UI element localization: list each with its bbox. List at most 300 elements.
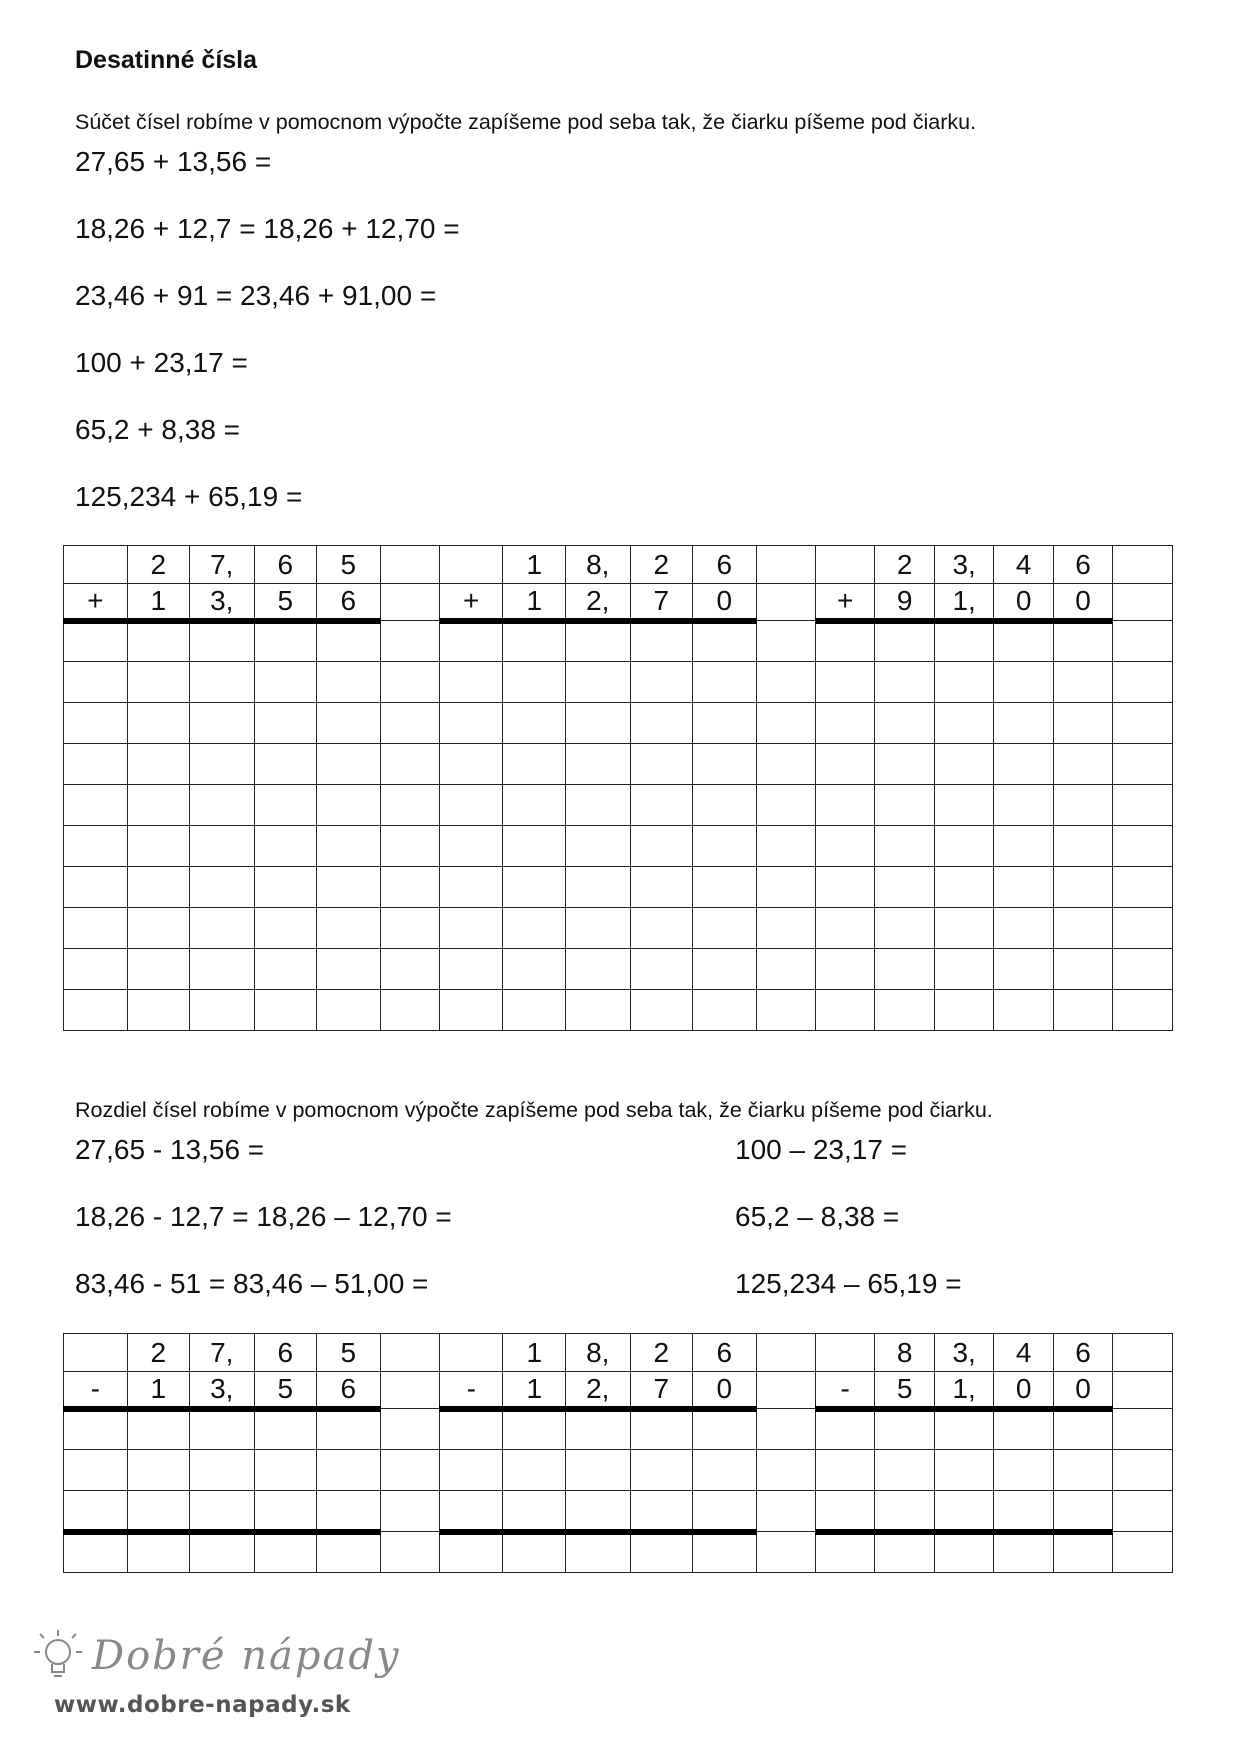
grid-cell: 2, (565, 1372, 630, 1409)
grid-cell[interactable] (254, 1450, 317, 1491)
grid-cell[interactable] (1113, 826, 1173, 867)
grid-cell[interactable] (934, 1409, 993, 1450)
grid-cell[interactable] (254, 826, 317, 867)
grid-cell[interactable] (756, 867, 815, 908)
grid-cell[interactable] (439, 908, 503, 949)
grid-cell[interactable] (254, 949, 317, 990)
grid-cell[interactable] (1113, 1532, 1173, 1573)
grid-cell[interactable] (503, 744, 566, 785)
grid-cell[interactable] (565, 1409, 630, 1450)
grid-cell[interactable] (317, 1532, 381, 1573)
grid-cell[interactable] (693, 826, 757, 867)
grid-cell[interactable] (565, 744, 630, 785)
grid-cell[interactable] (1053, 990, 1112, 1031)
grid-cell[interactable] (1053, 867, 1112, 908)
grid-cell[interactable] (439, 785, 503, 826)
grid-cell[interactable] (693, 1532, 757, 1573)
grid-row (64, 546, 1173, 584)
grid-cell[interactable] (756, 1491, 815, 1532)
grid-cell[interactable] (64, 949, 128, 990)
grid-cell[interactable] (630, 1409, 693, 1450)
grid-cell[interactable] (994, 1450, 1053, 1491)
grid-cell[interactable] (64, 785, 128, 826)
grid-cell[interactable] (127, 826, 190, 867)
grid-cell[interactable] (1053, 1450, 1112, 1491)
grid-cell[interactable] (317, 826, 381, 867)
grid-cell[interactable] (630, 621, 693, 662)
subtraction-equation: 83,46 - 51 = 83,46 – 51,00 = (75, 1268, 429, 1299)
grid-cell[interactable] (756, 1532, 815, 1573)
grid-cell[interactable] (1113, 1409, 1173, 1450)
grid-cell[interactable] (693, 621, 757, 662)
grid-cell[interactable] (380, 1491, 439, 1532)
grid-cell[interactable] (127, 949, 190, 990)
grid-cell[interactable] (380, 990, 439, 1031)
grid-cell: 2 (875, 546, 934, 584)
grid-cell[interactable] (190, 908, 255, 949)
grid-cell: + (64, 584, 128, 621)
grid-row (64, 826, 1173, 867)
grid-cell[interactable] (1113, 744, 1173, 785)
grid-cell[interactable] (190, 990, 255, 1031)
grid-cell[interactable] (127, 1409, 190, 1450)
grid-row (64, 908, 1173, 949)
grid-cell[interactable] (190, 1491, 255, 1532)
grid-cell[interactable] (815, 785, 874, 826)
grid-cell[interactable] (1113, 1491, 1173, 1532)
grid-cell[interactable] (994, 826, 1053, 867)
grid-cell[interactable] (254, 785, 317, 826)
grid-cell[interactable] (503, 867, 566, 908)
grid-cell[interactable] (190, 785, 255, 826)
grid-cell[interactable] (127, 1532, 190, 1573)
grid-cell[interactable] (875, 867, 934, 908)
grid-cell[interactable] (994, 1409, 1053, 1450)
grid-cell: 3, (934, 1334, 993, 1372)
grid-cell[interactable] (439, 1409, 503, 1450)
grid-row (64, 949, 1173, 990)
grid-cell[interactable] (565, 908, 630, 949)
grid-cell (1113, 1372, 1173, 1409)
grid-cell[interactable] (875, 949, 934, 990)
grid-cell[interactable] (439, 703, 503, 744)
grid-cell[interactable] (693, 949, 757, 990)
grid-row (64, 867, 1173, 908)
grid-cell[interactable] (1053, 1409, 1112, 1450)
grid-cell[interactable] (190, 703, 255, 744)
subtraction-grid (63, 1333, 1173, 1573)
grid-cell[interactable] (317, 785, 381, 826)
grid-cell[interactable] (127, 703, 190, 744)
grid-cell[interactable] (190, 1532, 255, 1573)
grid-cell[interactable] (190, 826, 255, 867)
grid-cell[interactable] (693, 867, 757, 908)
grid-cell[interactable] (190, 1409, 255, 1450)
grid-cell[interactable] (1113, 703, 1173, 744)
grid-cell[interactable] (994, 662, 1053, 703)
grid-cell (380, 1334, 439, 1372)
grid-cell[interactable] (756, 621, 815, 662)
grid-cell[interactable] (317, 744, 381, 785)
grid-cell[interactable] (875, 1491, 934, 1532)
grid-cell[interactable] (254, 908, 317, 949)
grid-cell[interactable] (439, 990, 503, 1031)
grid-cell: 6 (693, 1334, 757, 1372)
grid-cell[interactable] (380, 908, 439, 949)
grid-cell[interactable] (875, 785, 934, 826)
subtraction-equation: 18,26 - 12,7 = 18,26 – 12,70 = (75, 1201, 452, 1232)
grid-cell[interactable] (317, 867, 381, 908)
grid-cell[interactable] (565, 990, 630, 1031)
grid-cell[interactable] (1053, 826, 1112, 867)
grid-cell[interactable] (127, 785, 190, 826)
grid-cell[interactable] (1053, 744, 1112, 785)
grid-cell[interactable] (815, 949, 874, 990)
grid-cell[interactable] (439, 1532, 503, 1573)
grid-cell[interactable] (875, 744, 934, 785)
grid-row (64, 1491, 1173, 1532)
grid-cell[interactable] (756, 1409, 815, 1450)
grid-cell[interactable] (565, 949, 630, 990)
grid-cell[interactable] (1113, 990, 1173, 1031)
grid-cell: 5 (254, 584, 317, 621)
grid-cell[interactable] (380, 867, 439, 908)
grid-cell[interactable] (994, 621, 1053, 662)
grid-cell[interactable] (994, 1532, 1053, 1573)
footer-url: www.dobre-napady.sk (54, 1692, 351, 1718)
grid-cell[interactable] (756, 826, 815, 867)
grid-cell[interactable] (64, 1532, 128, 1573)
grid-cell[interactable] (693, 990, 757, 1031)
grid-cell[interactable] (503, 908, 566, 949)
grid-cell[interactable] (317, 703, 381, 744)
grid-cell: 1, (934, 584, 993, 621)
grid-cell[interactable] (630, 826, 693, 867)
grid-cell: 5 (254, 1372, 317, 1409)
grid-cell[interactable] (934, 744, 993, 785)
grid-cell[interactable] (630, 1491, 693, 1532)
grid-cell[interactable] (756, 703, 815, 744)
grid-cell: 5 (875, 1372, 934, 1409)
grid-cell[interactable] (565, 826, 630, 867)
grid-cell[interactable] (565, 621, 630, 662)
grid-cell[interactable] (317, 621, 381, 662)
grid-cell[interactable] (380, 1409, 439, 1450)
addition-instruction: Súčet čísel robíme v pomocnom výpočte zapíšeme pod seba tak, že čiarku píšeme pod čiarku. (75, 110, 977, 134)
grid-cell[interactable] (815, 867, 874, 908)
grid-cell[interactable] (815, 744, 874, 785)
grid-cell[interactable] (380, 1532, 439, 1573)
grid-cell[interactable] (1053, 1491, 1112, 1532)
grid-cell[interactable] (503, 703, 566, 744)
grid-cell[interactable] (693, 744, 757, 785)
grid-cell[interactable] (875, 826, 934, 867)
grid-cell[interactable] (815, 1450, 874, 1491)
grid-cell[interactable] (64, 703, 128, 744)
grid-cell: 7, (190, 546, 255, 584)
grid-cell[interactable] (1113, 908, 1173, 949)
grid-cell[interactable] (1113, 867, 1173, 908)
grid-cell[interactable] (630, 744, 693, 785)
grid-cell[interactable] (380, 826, 439, 867)
grid-cell[interactable] (630, 867, 693, 908)
grid-cell[interactable] (127, 908, 190, 949)
grid-cell[interactable] (994, 990, 1053, 1031)
grid-cell[interactable] (503, 990, 566, 1031)
grid-cell[interactable] (64, 1491, 128, 1532)
grid-cell[interactable] (503, 1450, 566, 1491)
grid-cell[interactable] (875, 703, 934, 744)
grid-cell[interactable] (693, 908, 757, 949)
grid-cell[interactable] (875, 1532, 934, 1573)
grid-cell[interactable] (815, 621, 874, 662)
grid-cell[interactable] (815, 1532, 874, 1573)
grid-cell[interactable] (934, 1491, 993, 1532)
grid-cell: 1 (503, 1372, 566, 1409)
grid-cell[interactable] (190, 662, 255, 703)
grid-cell[interactable] (934, 826, 993, 867)
grid-cell[interactable] (934, 908, 993, 949)
grid-cell[interactable] (380, 703, 439, 744)
grid-cell[interactable] (630, 908, 693, 949)
grid-cell[interactable] (934, 621, 993, 662)
grid-cell: 6 (254, 546, 317, 584)
grid-cell[interactable] (994, 703, 1053, 744)
grid-cell[interactable] (934, 662, 993, 703)
grid-cell[interactable] (693, 785, 757, 826)
grid-cell[interactable] (994, 949, 1053, 990)
grid-cell[interactable] (756, 785, 815, 826)
grid-cell[interactable] (127, 621, 190, 662)
grid-cell[interactable] (565, 1532, 630, 1573)
grid-cell: 0 (994, 1372, 1053, 1409)
grid-cell[interactable] (380, 1450, 439, 1491)
grid-cell[interactable] (317, 990, 381, 1031)
grid-cell: - (64, 1372, 128, 1409)
grid-cell[interactable] (503, 826, 566, 867)
grid-cell[interactable] (994, 744, 1053, 785)
grid-cell[interactable] (64, 867, 128, 908)
grid-cell[interactable] (815, 1409, 874, 1450)
subtraction-equation: 27,65 - 13,56 = (75, 1134, 265, 1165)
addition-equation: 100 + 23,17 = (75, 347, 248, 378)
grid-cell[interactable] (565, 1491, 630, 1532)
grid-cell[interactable] (630, 785, 693, 826)
grid-cell[interactable] (994, 1491, 1053, 1532)
grid-cell[interactable] (439, 662, 503, 703)
grid-cell[interactable] (64, 1409, 128, 1450)
grid-cell[interactable] (127, 1491, 190, 1532)
grid-cell[interactable] (439, 949, 503, 990)
grid-cell[interactable] (875, 621, 934, 662)
grid-cell[interactable] (380, 744, 439, 785)
grid-cell (815, 546, 874, 584)
grid-cell[interactable] (64, 1450, 128, 1491)
grid-cell[interactable] (994, 908, 1053, 949)
grid-cell: 0 (693, 584, 757, 621)
grid-cell: 5 (317, 1334, 381, 1372)
grid-row (64, 744, 1173, 785)
grid-cell (380, 546, 439, 584)
grid-cell[interactable] (439, 621, 503, 662)
grid-cell[interactable] (875, 1450, 934, 1491)
grid-cell[interactable] (756, 662, 815, 703)
grid-cell[interactable] (1113, 785, 1173, 826)
grid-cell[interactable] (875, 908, 934, 949)
grid-cell[interactable] (503, 785, 566, 826)
grid-row (64, 1532, 1173, 1573)
grid-cell (815, 1334, 874, 1372)
grid-cell[interactable] (934, 990, 993, 1031)
grid-cell[interactable] (756, 744, 815, 785)
grid-cell[interactable] (439, 744, 503, 785)
grid-cell[interactable] (380, 785, 439, 826)
grid-cell[interactable] (190, 1450, 255, 1491)
grid-cell[interactable] (190, 744, 255, 785)
grid-cell: 7 (630, 584, 693, 621)
grid-cell[interactable] (630, 703, 693, 744)
grid-cell: 5 (317, 546, 381, 584)
grid-cell[interactable] (693, 1491, 757, 1532)
grid-cell[interactable] (503, 949, 566, 990)
grid-cell[interactable] (693, 662, 757, 703)
grid-cell[interactable] (317, 1491, 381, 1532)
grid-cell[interactable] (934, 1532, 993, 1573)
grid-cell[interactable] (934, 785, 993, 826)
grid-cell[interactable] (503, 621, 566, 662)
grid-cell[interactable] (503, 662, 566, 703)
grid-cell[interactable] (994, 785, 1053, 826)
grid-cell (380, 584, 439, 621)
grid-cell[interactable] (380, 662, 439, 703)
grid-cell[interactable] (756, 908, 815, 949)
grid-cell[interactable] (815, 1491, 874, 1532)
grid-cell[interactable] (875, 1409, 934, 1450)
grid-cell[interactable] (254, 621, 317, 662)
grid-cell[interactable] (1053, 949, 1112, 990)
grid-cell[interactable] (190, 621, 255, 662)
grid-cell (1113, 1334, 1173, 1372)
grid-cell[interactable] (254, 662, 317, 703)
grid-cell[interactable] (317, 1450, 381, 1491)
grid-cell[interactable] (815, 662, 874, 703)
grid-cell[interactable] (254, 867, 317, 908)
grid-cell[interactable] (439, 1450, 503, 1491)
grid-cell[interactable] (64, 662, 128, 703)
grid-cell[interactable] (380, 621, 439, 662)
grid-cell[interactable] (127, 1450, 190, 1491)
grid-cell[interactable] (693, 1450, 757, 1491)
grid-cell[interactable] (565, 785, 630, 826)
grid-cell[interactable] (439, 867, 503, 908)
grid-cell[interactable] (64, 621, 128, 662)
addition-grid (63, 545, 1173, 1031)
grid-cell[interactable] (693, 1409, 757, 1450)
grid-cell[interactable] (64, 826, 128, 867)
grid-row (64, 1372, 1173, 1409)
grid-cell[interactable] (64, 908, 128, 949)
grid-cell[interactable] (1053, 1532, 1112, 1573)
grid-cell[interactable] (317, 662, 381, 703)
grid-cell[interactable] (254, 1409, 317, 1450)
grid-cell[interactable] (380, 949, 439, 990)
grid-cell[interactable] (630, 662, 693, 703)
grid-cell[interactable] (693, 703, 757, 744)
grid-cell[interactable] (630, 1532, 693, 1573)
grid-cell[interactable] (1053, 662, 1112, 703)
grid-cell[interactable] (317, 949, 381, 990)
grid-cell[interactable] (630, 1450, 693, 1491)
grid-cell[interactable] (190, 949, 255, 990)
grid-cell[interactable] (127, 990, 190, 1031)
grid-cell[interactable] (1053, 621, 1112, 662)
grid-cell[interactable] (1113, 621, 1173, 662)
grid-cell[interactable] (503, 1491, 566, 1532)
grid-cell[interactable] (815, 826, 874, 867)
grid-cell[interactable] (254, 1491, 317, 1532)
grid-cell[interactable] (934, 867, 993, 908)
subtraction-equation: 125,234 – 65,19 = (735, 1268, 962, 1299)
grid-cell[interactable] (565, 703, 630, 744)
grid-cell[interactable] (503, 1409, 566, 1450)
grid-cell[interactable] (630, 949, 693, 990)
addition-equation: 65,2 + 8,38 = (75, 414, 241, 445)
grid-cell[interactable] (1053, 785, 1112, 826)
grid-cell[interactable] (503, 1532, 566, 1573)
grid-cell[interactable] (254, 744, 317, 785)
grid-cell[interactable] (127, 662, 190, 703)
grid-cell: 0 (994, 584, 1053, 621)
grid-cell[interactable] (934, 1450, 993, 1491)
grid-cell[interactable] (630, 990, 693, 1031)
grid-cell[interactable] (254, 990, 317, 1031)
grid-cell[interactable] (1053, 908, 1112, 949)
brand-logo-text: Dobré nápady (92, 1633, 401, 1679)
grid-cell[interactable] (875, 990, 934, 1031)
grid-cell[interactable] (934, 703, 993, 744)
grid-cell[interactable] (254, 1532, 317, 1573)
grid-cell (1113, 584, 1173, 621)
grid-cell[interactable] (934, 949, 993, 990)
grid-cell[interactable] (190, 867, 255, 908)
grid-cell[interactable] (317, 1409, 381, 1450)
grid-cell[interactable] (565, 1450, 630, 1491)
grid-cell[interactable] (815, 990, 874, 1031)
grid-row (64, 584, 1173, 621)
grid-cell[interactable] (815, 703, 874, 744)
grid-cell[interactable] (317, 908, 381, 949)
grid-cell[interactable] (565, 662, 630, 703)
grid-cell[interactable] (127, 744, 190, 785)
grid-cell[interactable] (994, 867, 1053, 908)
grid-cell[interactable] (756, 949, 815, 990)
grid-cell[interactable] (1113, 1450, 1173, 1491)
grid-cell[interactable] (756, 1450, 815, 1491)
grid-cell[interactable] (127, 867, 190, 908)
grid-cell[interactable] (756, 990, 815, 1031)
grid-cell[interactable] (875, 662, 934, 703)
grid-cell[interactable] (439, 826, 503, 867)
grid-cell[interactable] (1113, 662, 1173, 703)
grid-cell[interactable] (439, 1491, 503, 1532)
grid-cell[interactable] (1053, 703, 1112, 744)
grid-cell[interactable] (64, 990, 128, 1031)
grid-cell[interactable] (815, 908, 874, 949)
grid-cell[interactable] (254, 703, 317, 744)
grid-cell[interactable] (565, 867, 630, 908)
grid-cell[interactable] (64, 744, 128, 785)
grid-cell[interactable] (1113, 949, 1173, 990)
